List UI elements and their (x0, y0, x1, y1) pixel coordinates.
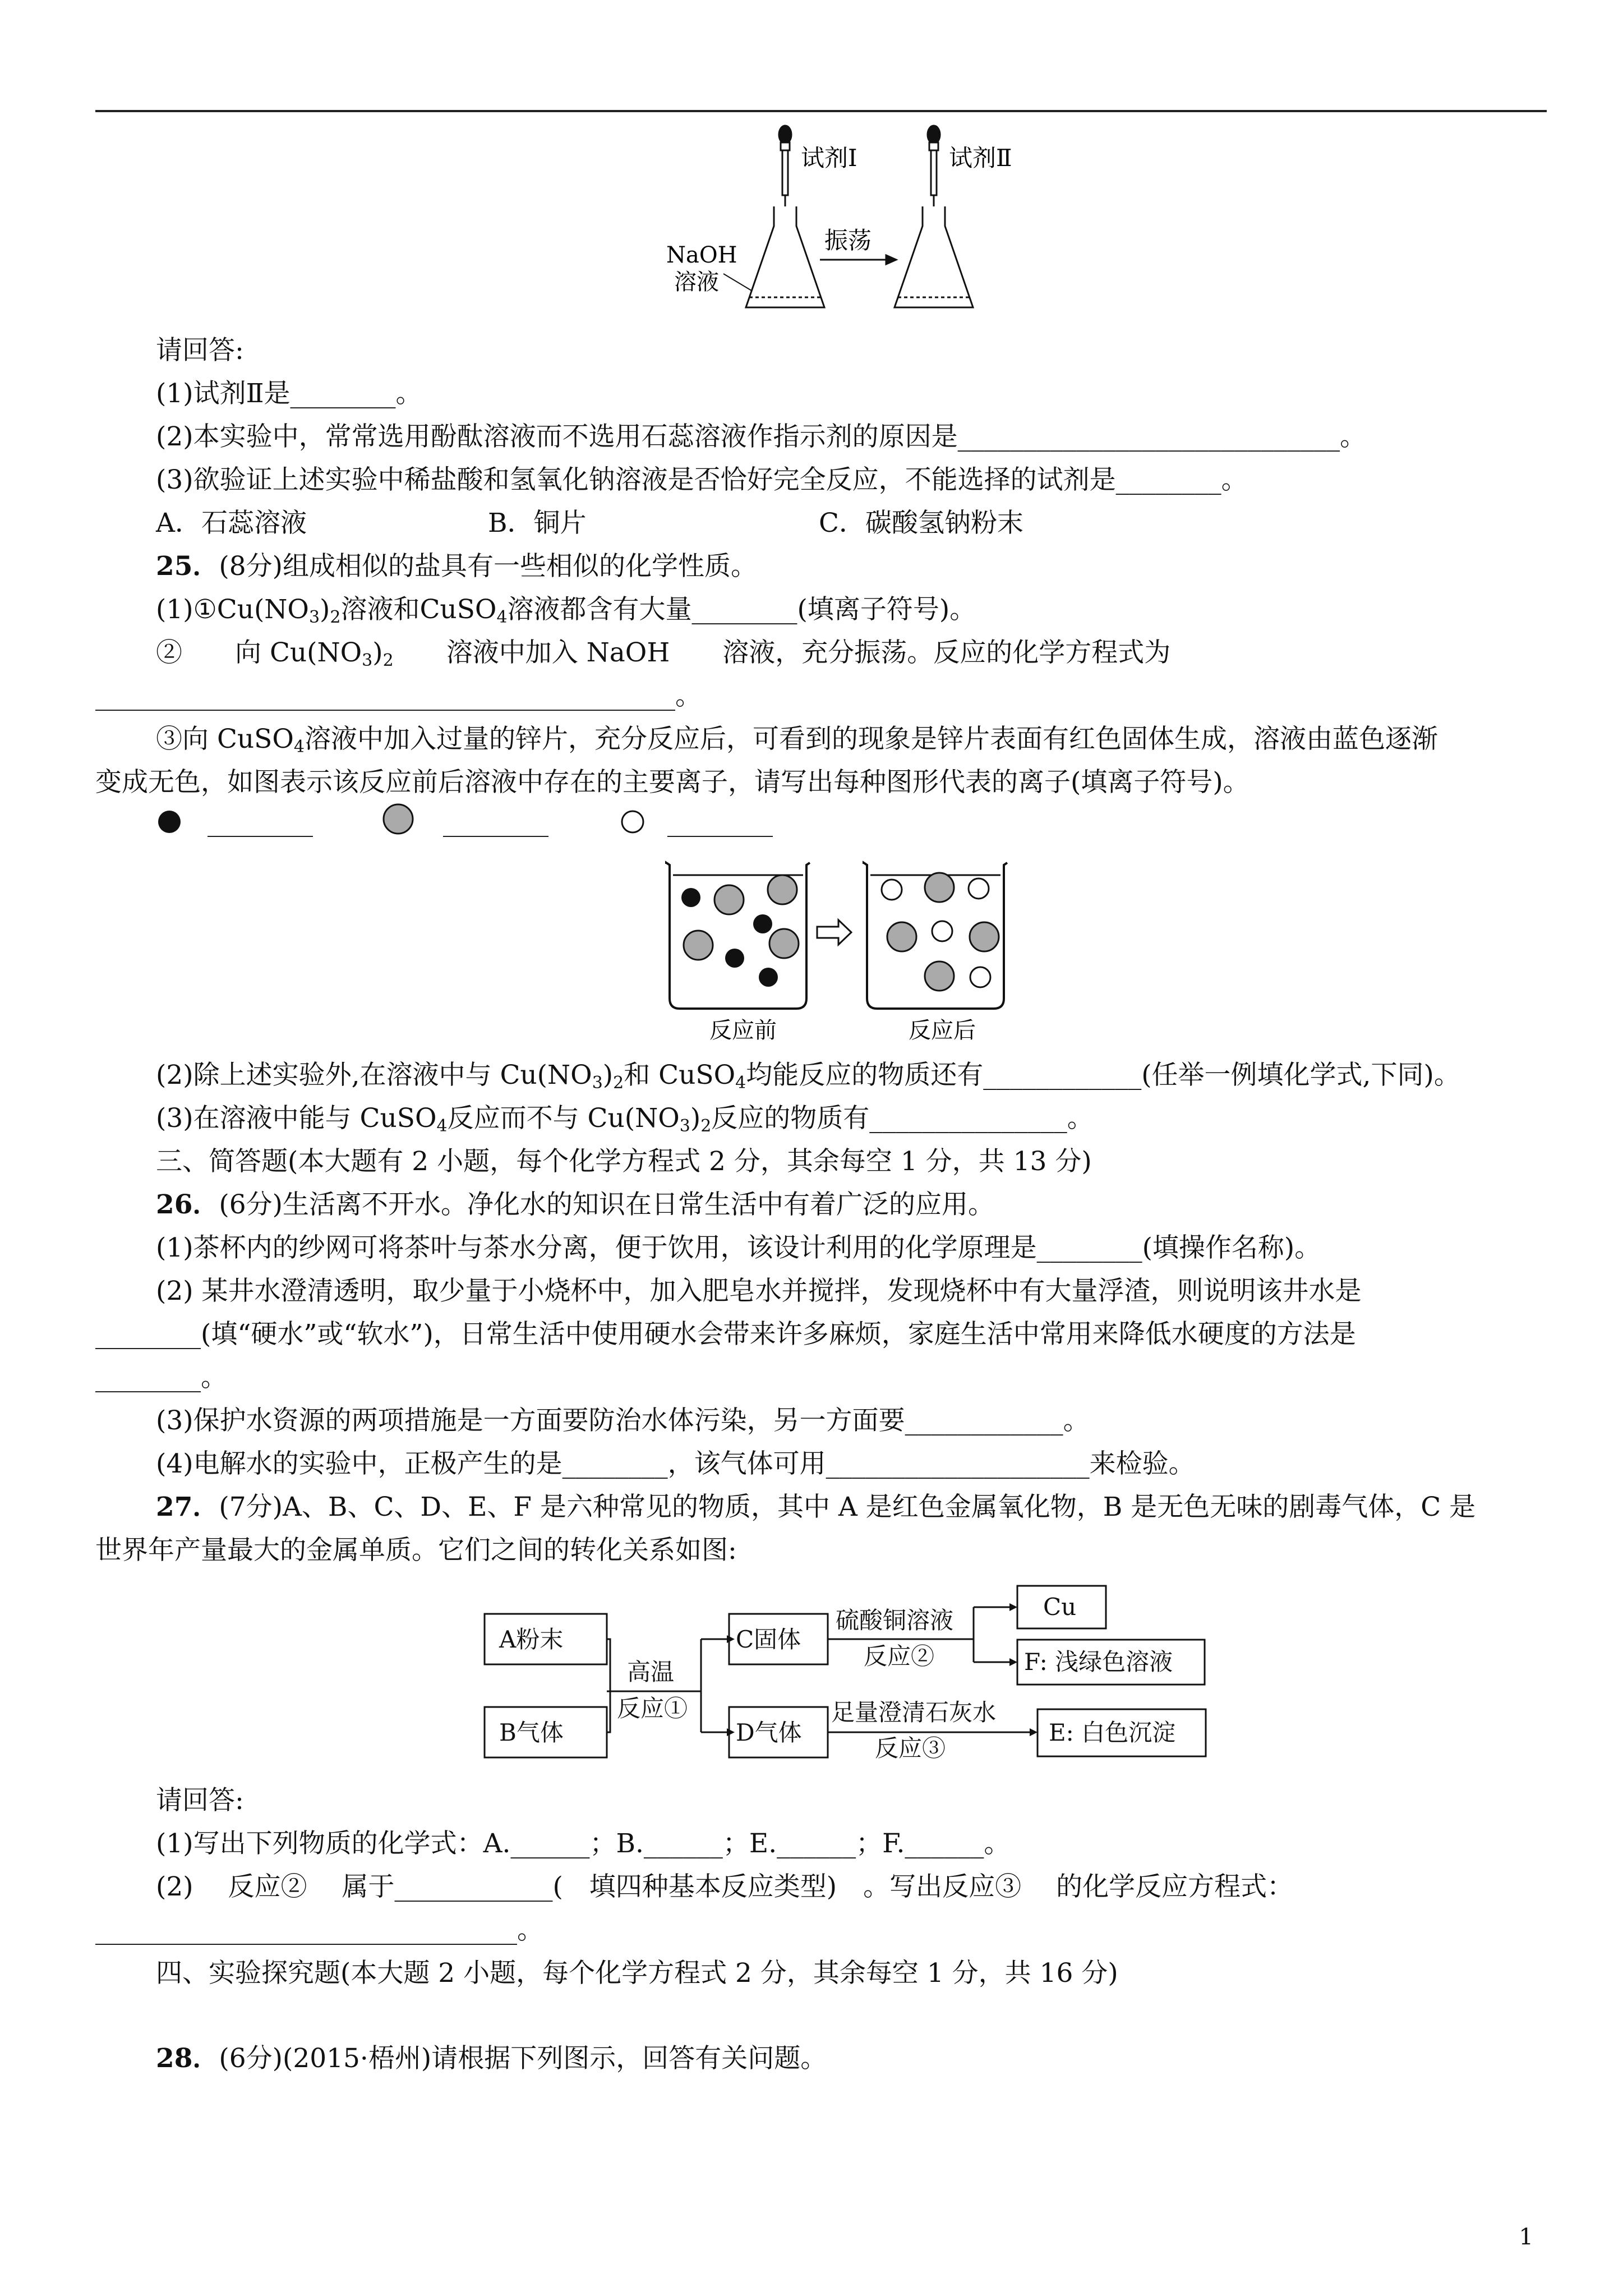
q27-line-4: (2) 反应② 属于____________( 填四种基本反应类型) 。写出反应③ 的化学反应方程式： (156, 1871, 1294, 1902)
node-cu: Cu (1043, 1593, 1077, 1621)
q24-option-b: B．铜片 (488, 508, 587, 539)
q25-line-1: $(1)①Cu(NO_3)_2$溶液和CuSO$_4$溶液都含有大量________(填离子符号)。 (156, 594, 976, 627)
shake-label: 振荡 (824, 227, 872, 254)
q26-line-5: (3)保护水资源的两项措施是一方面要防治水体污染，另一方面要____________。 (156, 1405, 1090, 1436)
before-label: 反应前 (709, 1018, 777, 1043)
node-c: C固体 (736, 1626, 801, 1653)
reaction-2-label: 反应② (864, 1642, 935, 1670)
q28-heading (156, 2042, 827, 2076)
q26-line-6: (4)电解水的实验中，正极产生的是________，该气体可用____________________来检验。 (156, 1448, 1195, 1479)
header-rule (95, 110, 1547, 112)
black-ion-blank: ________ (208, 807, 313, 838)
q27-prompt: 请回答: (156, 1785, 244, 1816)
page-number: 1 (1519, 2224, 1533, 2250)
naoh-label: NaOH (666, 242, 737, 268)
white-ion-icon (622, 811, 643, 832)
beaker-after (864, 863, 1007, 1009)
node-a: A粉末 (499, 1626, 564, 1653)
q27-heading (156, 1490, 1476, 1524)
q25-heading (156, 550, 757, 583)
dropper-1 (779, 126, 791, 206)
beaker-before (666, 863, 810, 1009)
arrow-right-icon (820, 255, 896, 264)
flask-experiment-figure (662, 122, 1054, 324)
node-f: F: 浅绿色溶液 (1024, 1648, 1173, 1676)
q25-line-3: ③向 CuSO$_4$溶液中加入过量的锌片，充分反应后，可看到的现象是锌片表面有红色固体生成，溶液由蓝色逐渐 (156, 724, 1438, 757)
q25-line-5: (3)在溶液中能与 CuSO$_4$反应而不与 $Cu(NO_3)_2$反应的物质有_______________。 (156, 1103, 1094, 1136)
q24-line-1: (1)试剂Ⅱ是________。 (156, 378, 422, 409)
q26-line-4: ________。 (95, 1362, 227, 1393)
section-4-heading: 四、实验探究题(本大题 2 小题，每个化学方程式 2 分，其余每空 1 分，共 16 分) (156, 1958, 1118, 1989)
node-d: D气体 (736, 1719, 802, 1746)
gray-ion-blank: ________ (443, 807, 548, 838)
block-arrow-icon (817, 920, 851, 945)
reagent-cuso4: 硫酸铜溶液 (836, 1607, 954, 1634)
q27-line-5: ________________________________。 (95, 1915, 543, 1945)
q25-line-3b: 变成无色，如图表示该反应前后溶液中存在的主要离子，请写出每种图形代表的离子(填离子符号)。 (95, 767, 1249, 798)
q27-head-text: (7分)A、B、C、D、E、F 是六种常见的物质，其中 A 是红色金属氧化物，B 是无色无味的剧毒气体，C 是 (219, 1492, 1476, 1522)
q26-line-1: (1)茶杯内的纱网可将茶叶与茶水分离，便于饮用，该设计利用的化学原理是________(填操作名称)。 (156, 1232, 1321, 1263)
node-e: E: 白色沉淀 (1049, 1719, 1176, 1746)
conversion-flow-diagram (482, 1579, 1223, 1770)
q27-line-2: 世界年产量最大的金属单质。它们之间的转化关系如图: (95, 1535, 737, 1566)
q25-line-2-blank: ____________________________________________。 (95, 680, 702, 711)
reaction-1-label: 反应① (617, 1695, 688, 1722)
reagent-limewater: 足量澄清石灰水 (831, 1699, 997, 1726)
q26-head-text: (6分)生活离不开水。净化水的知识在日常生活中有着广泛的应用。 (219, 1189, 994, 1220)
reaction-3-label: 反应③ (875, 1734, 946, 1762)
q25-line-2: ② 向 $Cu(NO_3)_2$ 溶液中加入 NaOH 溶液，充分振荡。反应的化学方程式为 (156, 637, 1171, 670)
section-3-heading: 三、简答题(本大题有 2 小题，每个化学方程式 2 分，其余每空 1 分，共 13 分) (156, 1146, 1092, 1177)
q26-line-3: ________(填“硬水”或“软水”)，日常生活中使用硬水会带来许多麻烦，家庭生活中常用来降低水硬度的方法是 (95, 1319, 1356, 1350)
gray-ion-icon (384, 804, 413, 834)
solution-label: 溶液 (674, 269, 719, 295)
node-b: B气体 (499, 1719, 564, 1746)
q24-option-c: C．碳酸氢钠粉末 (819, 508, 1023, 539)
dropper-2 (928, 126, 940, 206)
q25-head-text: (8分)组成相似的盐具有一些相似的化学性质。 (219, 551, 757, 582)
condition-high-temp: 高温 (627, 1658, 675, 1686)
flask-1 (746, 206, 824, 307)
q27-number: 27． (156, 1492, 219, 1522)
q24-option-a: A．石蕊溶液 (156, 508, 307, 539)
beaker-ion-figure (656, 853, 1049, 1043)
reagent-1-label: 试剂Ⅰ (801, 144, 857, 172)
after-label: 反应后 (909, 1018, 976, 1043)
q25-line-4: (2)除上述实验外,在溶液中与 $Cu(NO_3)_2$和 CuSO$_4$均能反应的物质还有____________(任举一例填化学式,下同)。 (156, 1060, 1460, 1093)
q25-number: 25． (156, 551, 219, 582)
q26-number: 26． (156, 1189, 219, 1220)
q26-heading (156, 1188, 994, 1222)
black-ion-icon (158, 811, 181, 833)
q28-head-text: (6分)(2015·梧州)请根据下列图示，回答有关问题。 (219, 2043, 827, 2074)
white-ion-blank: ________ (667, 807, 773, 838)
q24-prompt: 请回答: (156, 335, 244, 366)
q26-line-2: (2) 某井水澄清透明，取少量于小烧杯中，加入肥皂水并搅拌，发现烧杯中有大量浮渣，则说明该井水是 (156, 1276, 1362, 1306)
q24-line-2: (2)本实验中，常常选用酚酞溶液而不选用石蕊溶液作指示剂的原因是_____________________________。 (156, 421, 1367, 452)
q24-line-3: (3)欲验证上述实验中稀盐酸和氢氧化钠溶液是否恰好完全反应，不能选择的试剂是________。 (156, 464, 1248, 495)
reagent-2-label: 试剂Ⅱ (949, 144, 1012, 172)
q27-line-3: (1)写出下列物质的化学式：A.______；B.______；E.______；F.______。 (156, 1828, 1011, 1859)
q28-number: 28． (156, 2043, 219, 2074)
flask-2 (895, 206, 973, 307)
